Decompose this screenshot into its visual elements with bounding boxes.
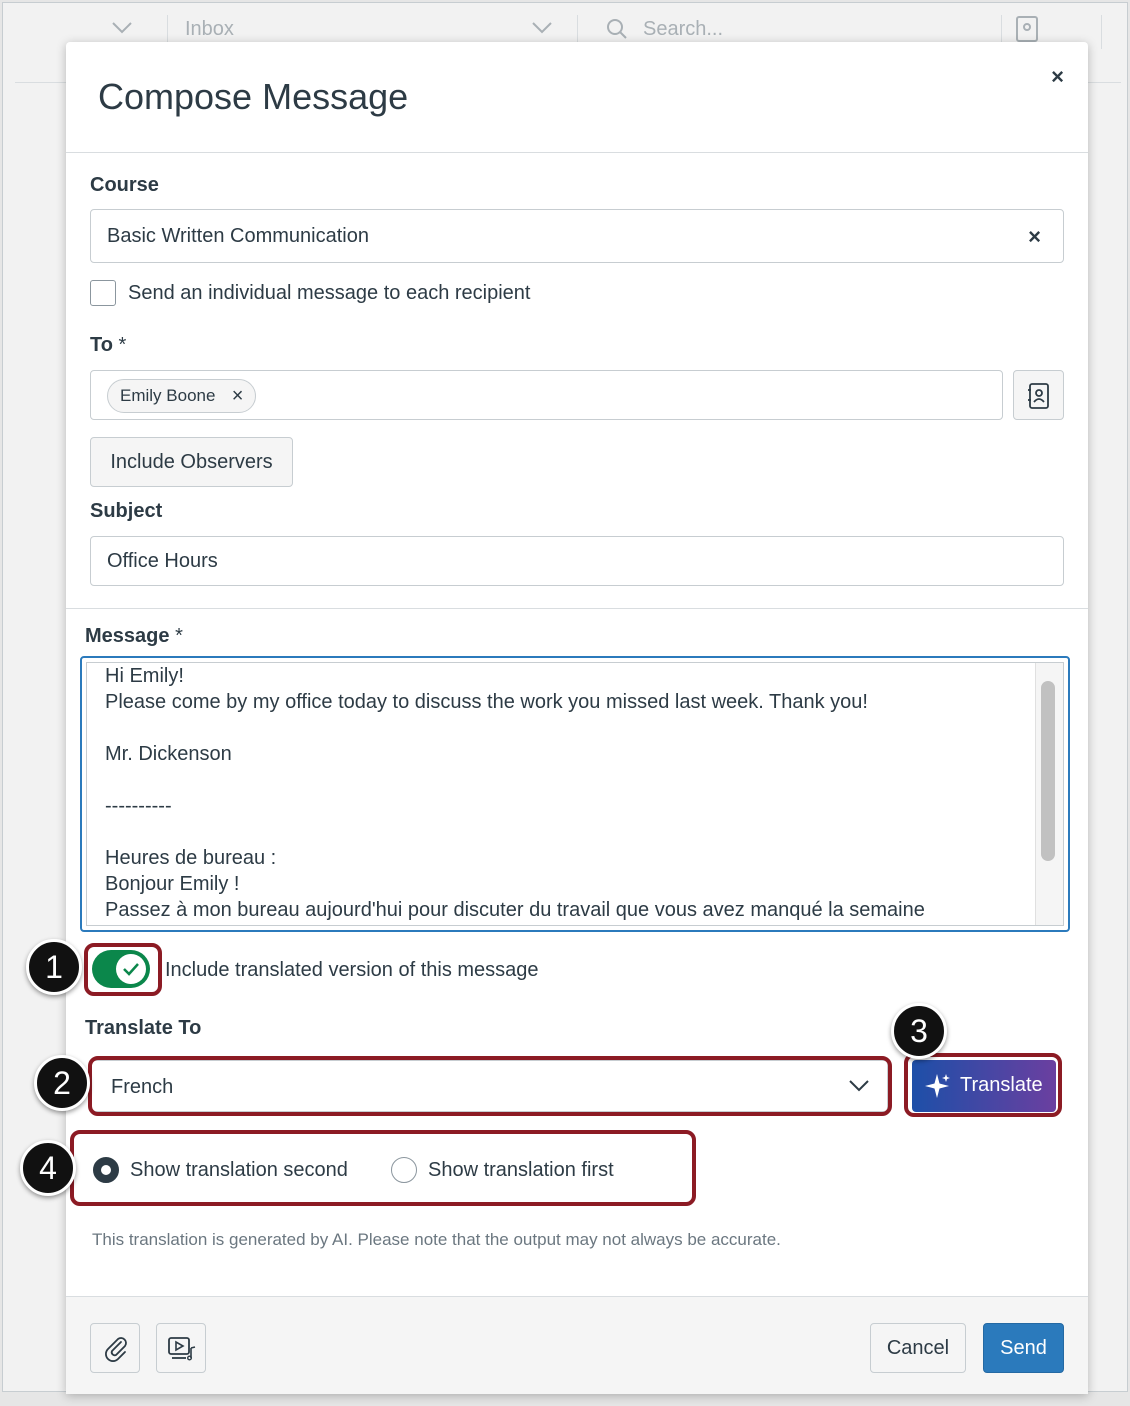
section-divider: [66, 608, 1088, 609]
include-observers-button[interactable]: Include Observers: [90, 437, 293, 487]
ai-disclaimer: This translation is generated by AI. Please note that the output may not always be accurate.: [92, 1230, 781, 1249]
individual-message-label: Send an individual message to each recipient: [128, 282, 531, 304]
media-button[interactable]: [156, 1323, 206, 1373]
to-label-text: To: [90, 334, 113, 356]
scrollbar-track[interactable]: [1035, 663, 1063, 925]
subject-input[interactable]: [90, 536, 1064, 586]
course-label: Course: [90, 174, 159, 196]
translate-to-label: Translate To: [85, 1017, 202, 1039]
message-label-text: Message: [85, 625, 170, 647]
media-icon: [167, 1336, 197, 1362]
scrollbar-thumb[interactable]: [1041, 681, 1055, 861]
course-select[interactable]: [90, 209, 1064, 263]
recipients-input[interactable]: [90, 370, 1003, 420]
close-icon[interactable]: ×: [1051, 64, 1064, 89]
subject-label: Subject: [90, 500, 163, 522]
attach-file-button[interactable]: [90, 1323, 140, 1373]
paperclip-icon: [103, 1334, 129, 1362]
show-translation-first-label: Show translation first: [428, 1159, 614, 1181]
callout-badge-4: 4: [20, 1140, 76, 1196]
callout-highlight-toggle: [84, 943, 162, 996]
message-line: Heures de bureau :: [105, 847, 277, 869]
modal-title: Compose Message: [98, 76, 409, 117]
course-value: Basic Written Communication: [107, 225, 369, 247]
required-mark: *: [175, 625, 183, 647]
address-book-icon[interactable]: [1015, 15, 1039, 43]
search-input[interactable]: Search...: [643, 18, 724, 40]
required-mark: *: [118, 334, 127, 356]
address-book-icon: [1027, 382, 1051, 410]
search-icon: [605, 17, 629, 41]
address-book-button[interactable]: [1013, 370, 1064, 420]
callout-highlight-language: [88, 1056, 892, 1116]
remove-recipient-icon[interactable]: ×: [231, 385, 244, 407]
recipient-chip[interactable]: [107, 379, 256, 413]
modal-header: [66, 42, 1088, 153]
chevron-down-icon[interactable]: [111, 21, 133, 35]
message-line: ----------: [105, 795, 172, 817]
callout-badge-2: 2: [34, 1055, 90, 1111]
subject-value: Office Hours: [107, 550, 218, 572]
mailbox-select-label[interactable]: Inbox: [185, 18, 234, 40]
message-line: Please come by my office today to discuss the work you missed last week. Thank you!: [105, 691, 868, 713]
message-line: Hi Emily!: [105, 665, 184, 687]
callout-highlight-radios: [70, 1130, 696, 1206]
translate-button-label: Translate: [960, 1074, 1043, 1096]
cancel-button[interactable]: Cancel: [870, 1323, 966, 1373]
callout-badge-1: 1: [26, 939, 82, 995]
to-label: [90, 334, 126, 357]
toolbar-divider: [1101, 15, 1102, 49]
selected-language: French: [111, 1076, 174, 1098]
callout-badge-3: 3: [891, 1003, 947, 1059]
individual-message-checkbox[interactable]: [90, 280, 116, 306]
message-label: [85, 625, 183, 648]
modal-footer: [66, 1296, 1088, 1394]
include-translation-label: Include translated version of this message: [165, 959, 539, 981]
chevron-down-icon[interactable]: [531, 21, 553, 35]
message-line: Bonjour Emily !: [105, 873, 240, 895]
message-body-textarea[interactable]: [80, 656, 1070, 932]
callout-highlight-translate: [904, 1053, 1062, 1117]
show-translation-second-label: Show translation second: [130, 1159, 348, 1181]
message-line: Passez à mon bureau aujourd'hui pour discuter du travail que vous avez manqué la semaine: [105, 899, 925, 921]
message-body-inner: [86, 662, 1064, 926]
clear-course-icon[interactable]: ×: [1028, 224, 1041, 249]
recipient-name: Emily Boone: [120, 386, 216, 405]
send-button[interactable]: Send: [983, 1323, 1064, 1373]
message-line: Mr. Dickenson: [105, 743, 232, 765]
